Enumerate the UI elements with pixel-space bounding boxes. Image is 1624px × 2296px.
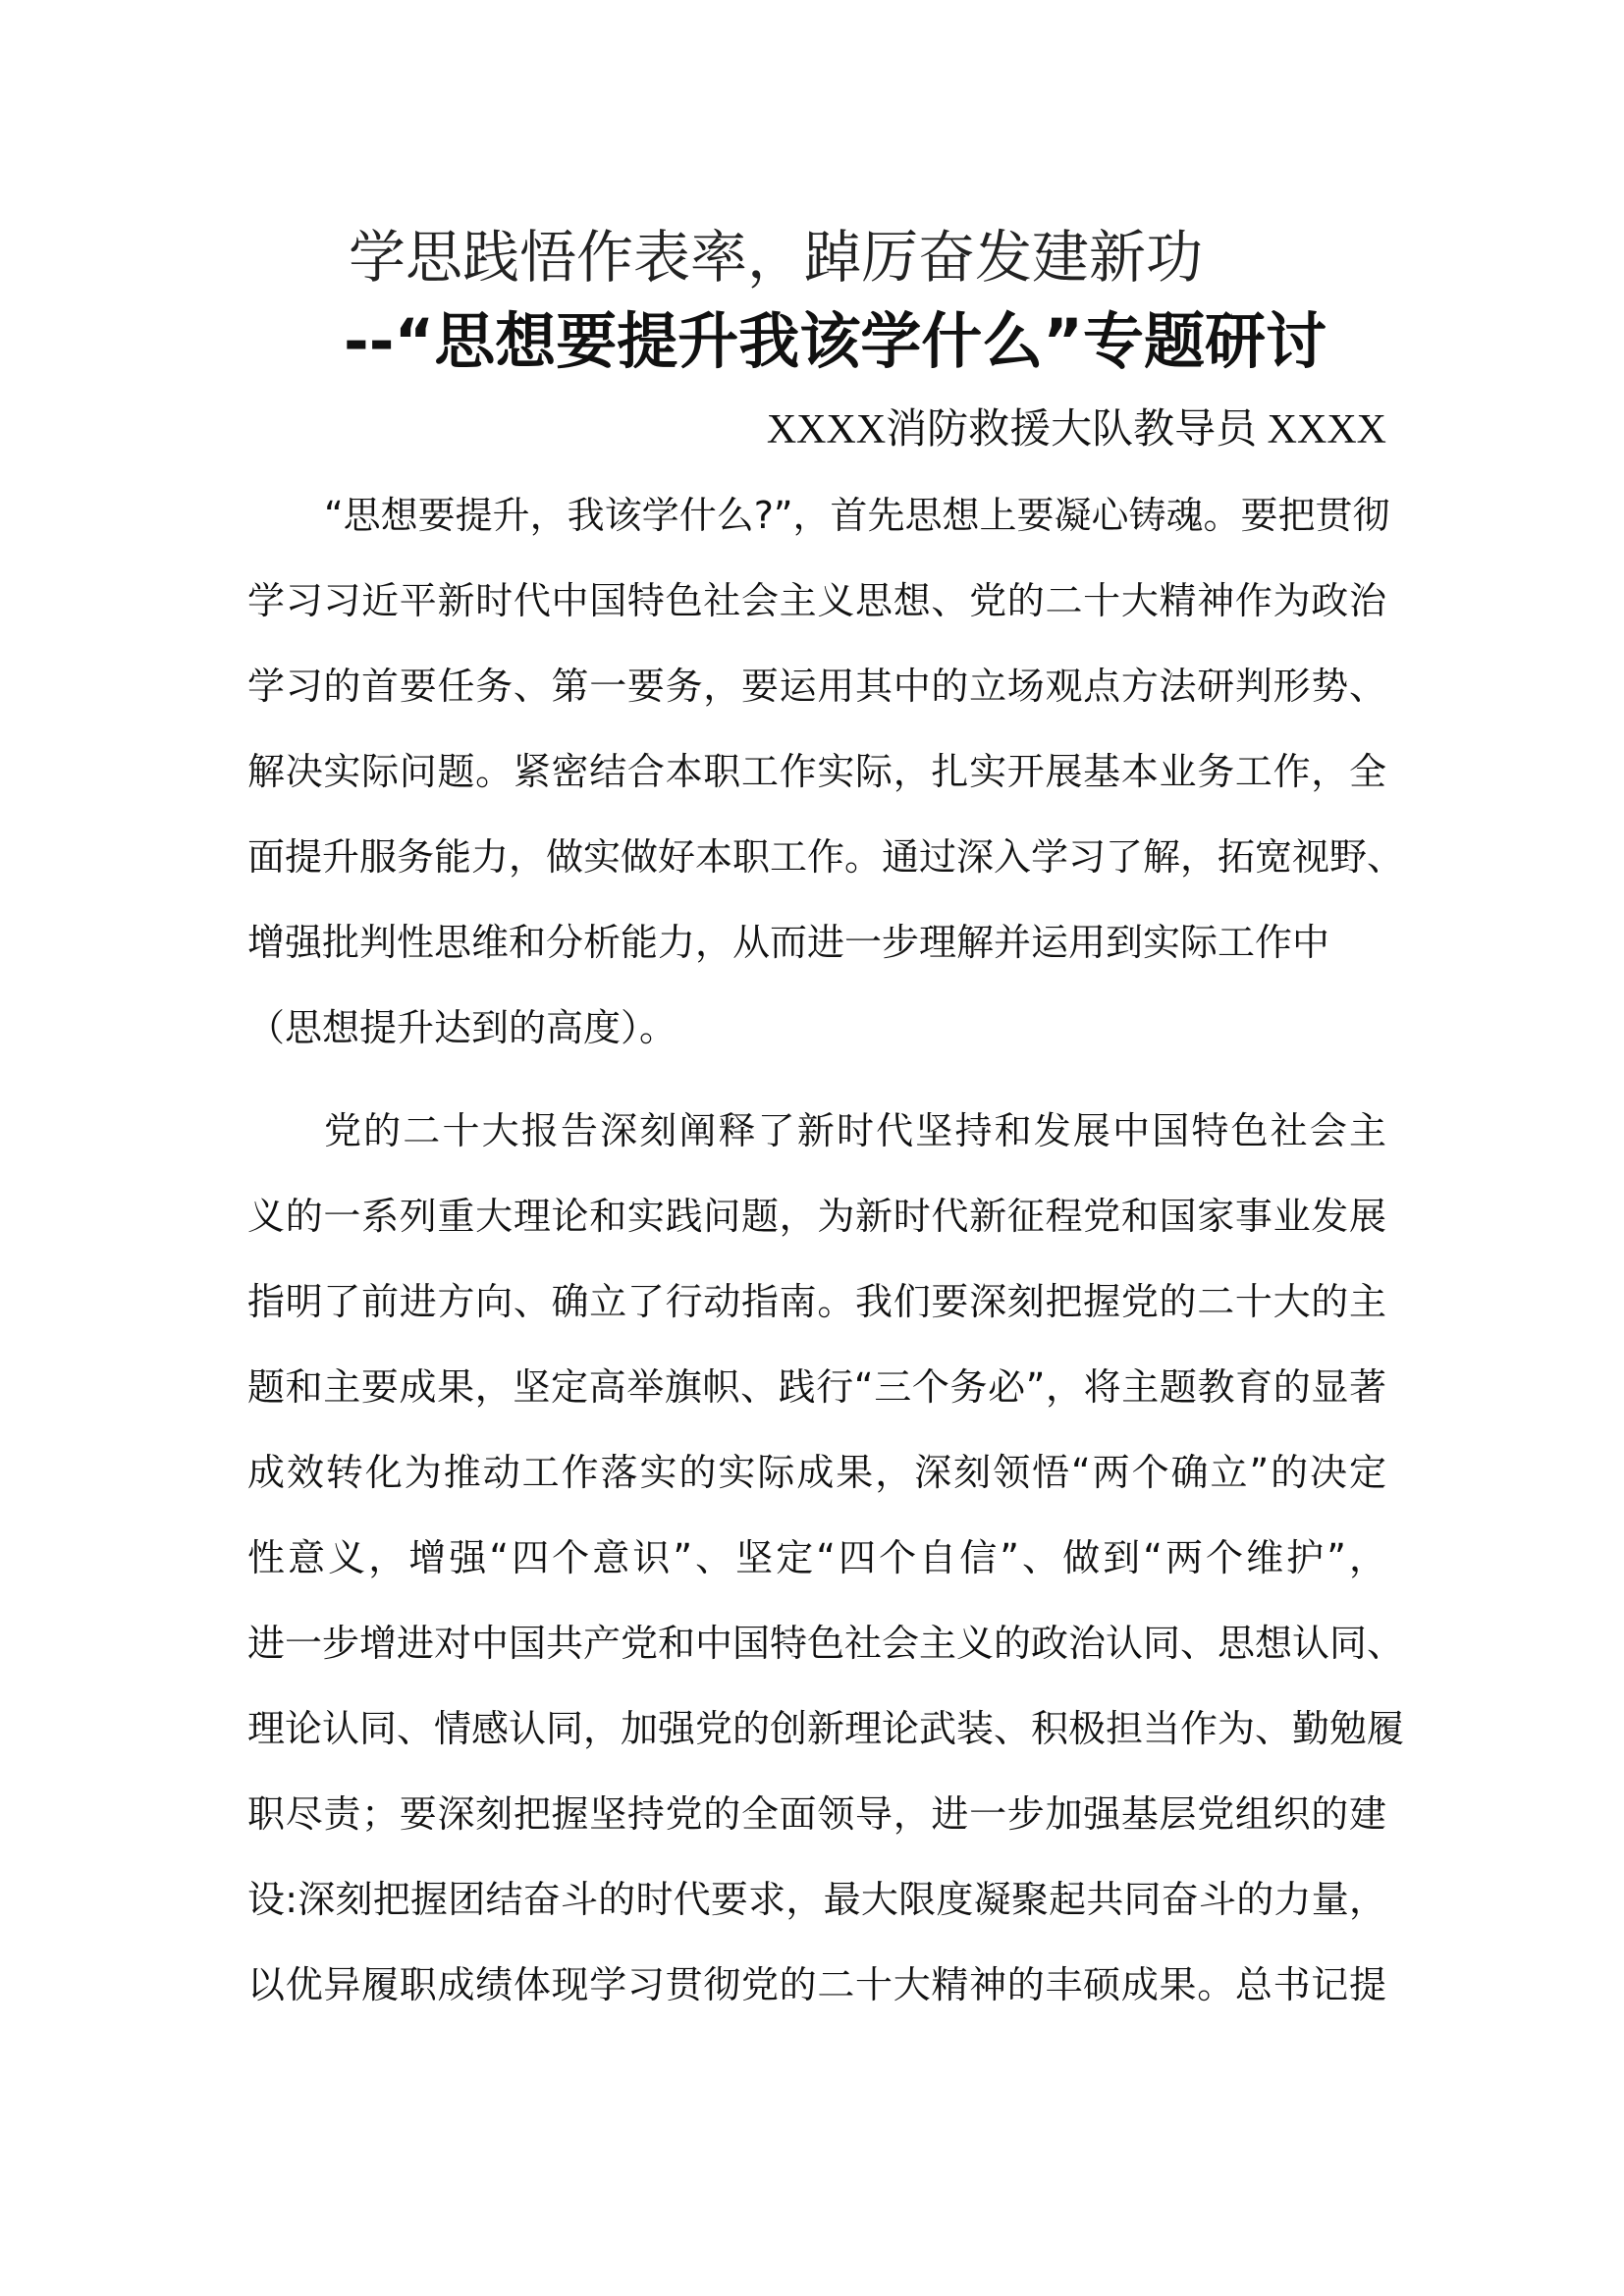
text-line: 以优异履职成绩体现学习贯彻党的二十大精神的丰硕成果。总书记提 <box>247 1963 1386 2006</box>
text-line: 理论认同、情感认同，加强党的创新理论武装、积极担当作为、勤勉履 <box>247 1707 1405 1750</box>
text-line: 设:深刻把握团结奋斗的时代要求，最大限度凝聚起共同奋斗的力量， <box>247 1878 1386 1921</box>
text-line: 增强批判性思维和分析能力，从而进一步理解并运用到实际工作中 <box>247 921 1330 964</box>
text-line: 性意义，增强“四个意识”、坚定“四个自信”、做到“两个维护”， <box>247 1536 1386 1579</box>
text-line: 指明了前进方向、确立了行动指南。我们要深刻把握党的二十大的主 <box>247 1280 1386 1323</box>
text-line: 面提升服务能力，做实做好本职工作。通过深入学习了解，拓宽视野、 <box>247 835 1405 879</box>
text-line: 进一步增进对中国共产党和中国特色社会主义的政治认同、思想认同、 <box>247 1622 1405 1665</box>
text-line: 学习的首要任务、第一要务，要运用其中的立场观点方法研判形势、 <box>247 665 1386 708</box>
text-line: （思想提升达到的高度）。 <box>247 1006 677 1049</box>
paragraph-2 <box>247 1089 1405 2028</box>
text-line: “思想要提升，我该学什么?”，首先思想上要凝心铸魂。要把贯彻 <box>324 494 1390 537</box>
text-line: 题和主要成果，坚定高举旗帜、践行“三个务必”，将主题教育的显著 <box>247 1365 1386 1409</box>
text-line: 成效转化为推动工作落实的实际成果，深刻领悟“两个确立”的决定 <box>247 1451 1386 1494</box>
text-line: 职尽责；要深刻把握坚持党的全面领导，进一步加强基层党组织的建 <box>247 1792 1386 1836</box>
author-line: XXXX消防救援大队教导员 XXXX <box>766 407 1386 453</box>
text-line: 党的二十大报告深刻阐释了新时代坚持和发展中国特色社会主 <box>324 1109 1386 1152</box>
text-line: 义的一系列重大理论和实践问题，为新时代新征程党和国家事业发展 <box>247 1195 1386 1238</box>
document-subtitle: --“思想要提升我该学什么”专题研讨 <box>344 305 1326 377</box>
text-line: 学习习近平新时代中国特色社会主义思想、党的二十大精神作为政治 <box>247 579 1386 622</box>
text-line: 解决实际问题。紧密结合本职工作实际，扎实开展基本业务工作，全 <box>247 750 1386 793</box>
document-title: 学思践悟作表率，踔厉奋发建新功 <box>349 224 1204 291</box>
paragraph-1 <box>247 473 1405 1071</box>
